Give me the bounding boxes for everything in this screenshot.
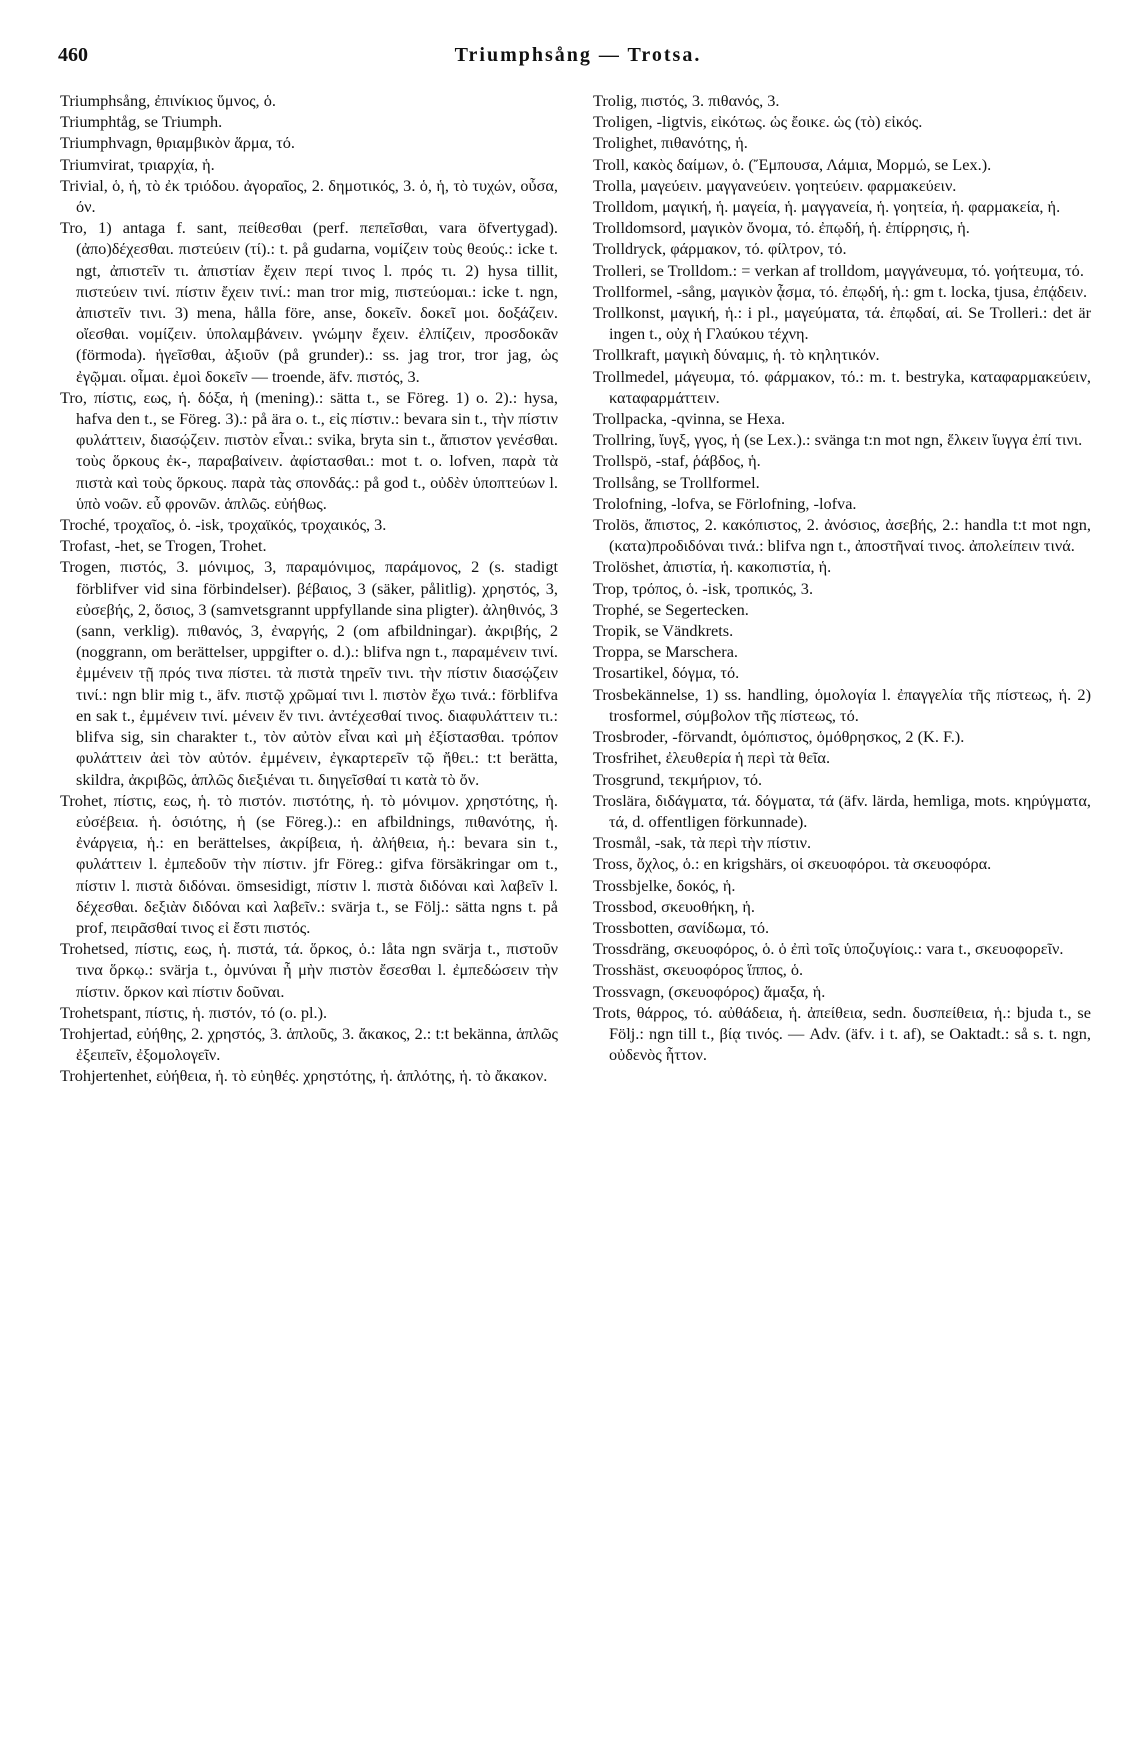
dictionary-entry: Trolleri, se Trolldom.: = verkan af trolldom, μαγγάνευμα, τό. γοήτευμα, τό.: [593, 260, 1084, 280]
dictionary-entry: Triumphsång, ἐπινίκιος ὕμνος, ὁ.: [60, 91, 276, 110]
running-head: Triumphsång — Trotsa.: [454, 44, 702, 66]
dictionary-entry: Trolöshet, ἀπιστία, ἡ. κακοπιστία, ἡ.: [593, 557, 832, 577]
dictionary-entry: Trosartikel, δόγμα, τό.: [593, 663, 740, 683]
dictionary-entry: Trivial, ὁ, ἡ, τὸ ἐκ τριόδου. ἀγοραῖος, 2. δημοτικός, 3. ὁ, ἡ, τὸ τυχών, οὖσα, όν.: [60, 175, 558, 217]
dictionary-entry: Trosgrund, τεκμήριον, τό.: [593, 769, 763, 789]
dictionary-entry: Trollsång, se Trollformel.: [593, 472, 760, 492]
dictionary-entry: Trolla, μαγεύειν. μαγγανεύειν. γοητεύειν. φαρμακεύειν.: [593, 175, 957, 195]
right-column: [593, 90, 1091, 1065]
dictionary-entry: Trolighet, πιθανότης, ἡ.: [593, 133, 748, 153]
dictionary-entry: Trophé, se Segertecken.: [593, 599, 749, 619]
dictionary-entry: Trots, θάρρος, τό. αὐθάδεια, ἡ. ἀπείθεια, sedn. δυσπείθεια, ἡ.: bjuda t., se Följ.: ngn till t., βίᾳ τινός. — Adv. (äfv. i t. af), se Oaktadt.: så s. t. ngn, οὐδενὸς ἧττον.: [593, 1002, 1091, 1065]
dictionary-entry: Trolldom, μαγική, ἡ. μαγεία, ἡ. μαγγανεία, ἡ. γοητεία, ἡ. φαρμακεία, ἡ.: [593, 197, 1061, 217]
dictionary-entry: Trofast, -het, se Trogen, Trohet.: [60, 536, 267, 556]
dictionary-entry: Triumphvagn, θριαμβικὸν ἅρμα, τό.: [60, 133, 296, 153]
dictionary-entry: Triumphtåg, se Triumph.: [60, 112, 223, 132]
dictionary-entry: Trosshäst, σκευοφόρος ἵππος, ὁ.: [593, 960, 804, 980]
dictionary-entry: Trollring, ἴυγξ, γγος, ἡ (se Lex.).: svänga t:n mot ngn, ἕλκειν ἴυγγα ἐπί τινι.: [593, 430, 1083, 450]
dictionary-entry: Trolig, πιστός, 3. πιθανός, 3.: [593, 91, 780, 110]
dictionary-entry: Trolös, ἄπιστος, 2. κακόπιστος, 2. ἀνόσιος, ἀσεβής, 2.: handla t:t mot ngn, (κατα)προδιδόναι τινά.: blifva ngn t., ἀποστῆναί τινος. ἀπολείπειν τινά.: [593, 515, 1091, 556]
dictionary-entry: Trollmedel, μάγευμα, τό. φάρμακον, τό.: m. t. bestryka, καταφαρμακεύειν, καταφαρμάττειν.: [593, 366, 1091, 407]
dictionary-entry: Trollkonst, μαγική, ἡ.: i pl., μαγεύματα, τά. ἐπῳδαί, αἱ. Se Trolleri.: det är ingen t., οὐχ ἡ Γλαύκου τέχνη.: [593, 303, 1091, 344]
dictionary-entry: Trosbroder, -förvandt, ὁμόπιστος, ὁμόθρησκος, 2 (K. F.).: [593, 727, 965, 747]
dictionary-entry: Trogen, πιστός, 3. μόνιμος, 3, παραμόνιμος, παράμονος, 2 (s. stadigt förblifver vid sina förbindelser). βέβαιος, 3 (säker, pålitlig). χρηστός, 3, εὐσεβής, 2, ὅσιος, 3 (samvetsgrannt uppfyllande sina pligter). ἀληθινός, 3 (sann, verklig). πιθανός, 3, ἐναργής, 2 (om afbildningar). ἀκριβής, 2 (noggrann, om berättelser, uppgifter o. d.).: blifva ngn t., παραμένειν τινί. ἐμμένειν τῇ πρός τινα πίστει. τὰ πιστὰ τηρεῖν τινι. τὴν πίστιν διασῴζειν τινί.: ngn blir mig t., äfv. πιστῷ χρῶμαί τινι l. πιστὸν ἔχω τινά.: förblifva en sak t., ἐμμένειν τινί. μένειν ἔν τινι. ἀντέχεσθαί τινος. διαφυλάττειν τι.: blifva sig, sin charakter t., τὸν αὐτὸν εἶναι καὶ μὴ ἐξίστασθαι. τρόπον φυλάττειν ἀεὶ τὸν αὐτόν. ἐμμένειν, ἐγκαρτερεῖν τῷ ἤθει.: t:t berätta, skildra, ἀκριβῶς, ἁπλῶς διεξιέναι τι. διηγεῖσθαί τι κατὰ τὸ ὄν.: [60, 557, 558, 789]
dictionary-entry: Tro, 1) antaga f. sant, πείθεσθαι (perf. πεπεῖσθαι, vara öfvertygad). (ἀπο)δέχεσθαι. πιστεύειν (τί).: t. på gudarna, νομίζειν τοὺς θεούς.: icke t. ngt, ἀπιστεῖν τι. ἀπιστίαν ἔχειν περί τινος l. πρός τι. 2) hysa tillit, πιστεύειν τινί. πίστιν ἔχειν τινί.: man tror mig, πιστεύομαι.: icke t. ngn, ἀπιστεῖν τινι. 3) mena, hålla före, anse, δοκεῖν. δοκεῖ μοι. δοξάζειν. οἴεσθαι. νομίζειν. ὑπολαμβάνειν. γνώμην ἔχειν. ἐλπίζειν, προσδοκᾶν (förmoda). ἡγεῖσθαι, ἀξιοῦν (på grunder).: ss. jag tror, tror jag, ὡς ἐγῷμαι. οἶμαι. ἐμοὶ δοκεῖν — troende, äfv. πιστός, 3.: [60, 218, 558, 386]
dictionary-entry: Troligen, -ligtvis, εἰκότως. ὡς ἔοικε. ὡς (τὸ) εἰκός.: [593, 112, 923, 132]
dictionary-entry: Troppa, se Marschera.: [593, 642, 738, 662]
dictionary-entry: Trossdräng, σκευοφόρος, ὁ. ὁ ἐπὶ τοῖς ὑποζυγίοις.: vara t., σκευοφορεῖν.: [593, 939, 1064, 959]
dictionary-entry: Tross, ὄχλος, ὁ.: en krigshärs, οἱ σκευοφόροι. τὰ σκευοφόρα.: [593, 854, 992, 874]
dictionary-entry: Trohjertad, εὐήθης, 2. χρηστός, 3. ἁπλοῦς, 3. ἄκακος, 2.: t:t bekänna, ἁπλῶς ἐξειπεῖν, ἐξομολογεῖν.: [60, 1023, 558, 1065]
dictionary-entry: Trossbjelke, δοκός, ἡ.: [593, 875, 736, 895]
dictionary-entry: Trollspö, -staf, ῥάβδος, ἡ.: [593, 451, 761, 471]
dictionary-entry: Trosbekännelse, 1) ss. handling, ὁμολογία l. ἐπαγγελία τῆς πίστεως, ἡ. 2) trosformel, σύμβολον τῆς πίστεως, τό.: [593, 684, 1091, 725]
page-number: 460: [58, 44, 88, 66]
page-header: [58, 44, 1098, 72]
dictionary-entry: Trollkraft, μαγικὴ δύναμις, ἡ. τὸ κηλητικόν.: [593, 345, 880, 365]
dictionary-entry: Trolofning, -lofva, se Förlofning, -lofva.: [593, 493, 857, 513]
dictionary-entry: Trohetspant, πίστις, ἡ. πιστόν, τό (o. pl.).: [60, 1002, 328, 1022]
dictionary-entry: Trohetsed, πίστις, εως, ἡ. πιστά, τά. ὅρκος, ὁ.: låta ngn svärja t., πιστοῦν τινα ὅρκῳ.: svärja t., ὀμνύναι ἦ μὴν πιστὸν ἔσεσθαι l. ἐμπεδώσειν τὴν πίστιν. ὅρκον καὶ πίστιν δοῦναι.: [60, 939, 558, 1001]
dictionary-entry: Trosfrihet, ἐλευθερία ἡ περὶ τὰ θεῖα.: [593, 748, 831, 768]
dictionary-entry: Tropik, se Vändkrets.: [593, 621, 734, 641]
dictionary-entry: Troslära, διδάγματα, τά. δόγματα, τά (äfv. lärda, hemliga, mots. κηρύγματα, τά, d. offentligen förkunnade).: [593, 790, 1091, 831]
dictionary-entry: Tro, πίστις, εως, ἡ. δόξα, ἡ (mening).: sätta t., se Föreg. 1) o. 2).: hysa, hafva den t., se Föreg. 3).: på ära o. t., εἰς πίστιν.: bevara sin t., τὴν πίστιν φυλάττειν, διασῴζειν. πιστὸν εἶναι.: svika, bryta sin t., ἄπιστον γενέσθαι. τοὺς ὅρκους ἐκ-, παραβαίνειν. ἀφίστασθαι.: mot t. o. lofven, παρὰ τὰ πιστὰ καὶ τοὺς ὅρκους. παρὰ τὰς σπονδάς.: på god t., οὐδὲν ὑποπτεύων l. ὑπὸ νοῶν. εὖ φρονῶν. ἁπλῶς. εὐήθως.: [60, 387, 558, 513]
dictionary-entry: Trossbod, σκευοθήκη, ἡ.: [593, 896, 755, 916]
dictionary-entry: Trollformel, -sång, μαγικὸν ᾆσμα, τό. ἐπῳδή, ἡ.: gm t. locka, tjusa, ἐπᾴδειν.: [593, 281, 1088, 301]
left-column: [60, 90, 558, 1087]
dictionary-entry: Trohjertenhet, εὐήθεια, ἡ. τὸ εὐηθές. χρηστότης, ἡ. ἁπλότης, ἡ. τὸ ἄκακον.: [60, 1066, 548, 1086]
dictionary-entry: Trossvagn, (σκευοφόρος) ἅμαξα, ἡ.: [593, 981, 826, 1001]
dictionary-entry: Trolldomsord, μαγικὸν ὄνομα, τό. ἐπῳδή, ἡ. ἐπίρρησις, ἡ.: [593, 218, 970, 238]
dictionary-entry: Trossbotten, σανίδωμα, τό.: [593, 917, 770, 937]
dictionary-entry: Trohet, πίστις, εως, ἡ. τὸ πιστόν. πιστότης, ἡ. τὸ μόνιμον. χρηστότης, ἡ. εὐσέβεια. ἡ. ὁσιότης, ἡ (se Föreg.).: en afbildnings, πιθανότης, ἡ. ἐνάργεια, ἡ.: en berättelses, ἀκρίβεια, ἡ. ἀλήθεια, ἡ.: bevara sin t., φυλάττειν l. ἐμπεδοῦν τὴν πίστιν. jfr Föreg.: gifva försäkringar om t., πίστιν l. πιστὰ διδόναι. ömsesidigt, πίστιν l. πιστὰ διδόναι καὶ λαβεῖν l. δέχεσθαι. δεξιὰν διδόναι καὶ λαβεῖν.: svärja t., se Följ.: sätta ngns t. på prof, πειρᾶσθαί τινος εἰ ἔστι πιστός.: [60, 790, 558, 937]
dictionary-entry: Trosmål, -sak, τὰ περὶ τὴν πίστιν.: [593, 833, 812, 853]
dictionary-entry: Trop, τρόπος, ὁ. -isk, τροπικός, 3.: [593, 578, 814, 598]
dictionary-entry: Triumvirat, τριαρχία, ἡ.: [60, 154, 215, 174]
dictionary-entry: Troll, κακὸς δαίμων, ὁ. (Ἔμπουσα, Λάμια, Μορμώ, se Lex.).: [593, 154, 992, 174]
dictionary-entry: Trollpacka, -qvinna, se Hexa.: [593, 409, 786, 429]
dictionary-entry: Troché, τροχαῖος, ὁ. -isk, τροχαϊκός, τροχαικός, 3.: [60, 515, 387, 535]
dictionary-entry: Trolldryck, φάρμακον, τό. φίλτρον, τό.: [593, 239, 847, 259]
